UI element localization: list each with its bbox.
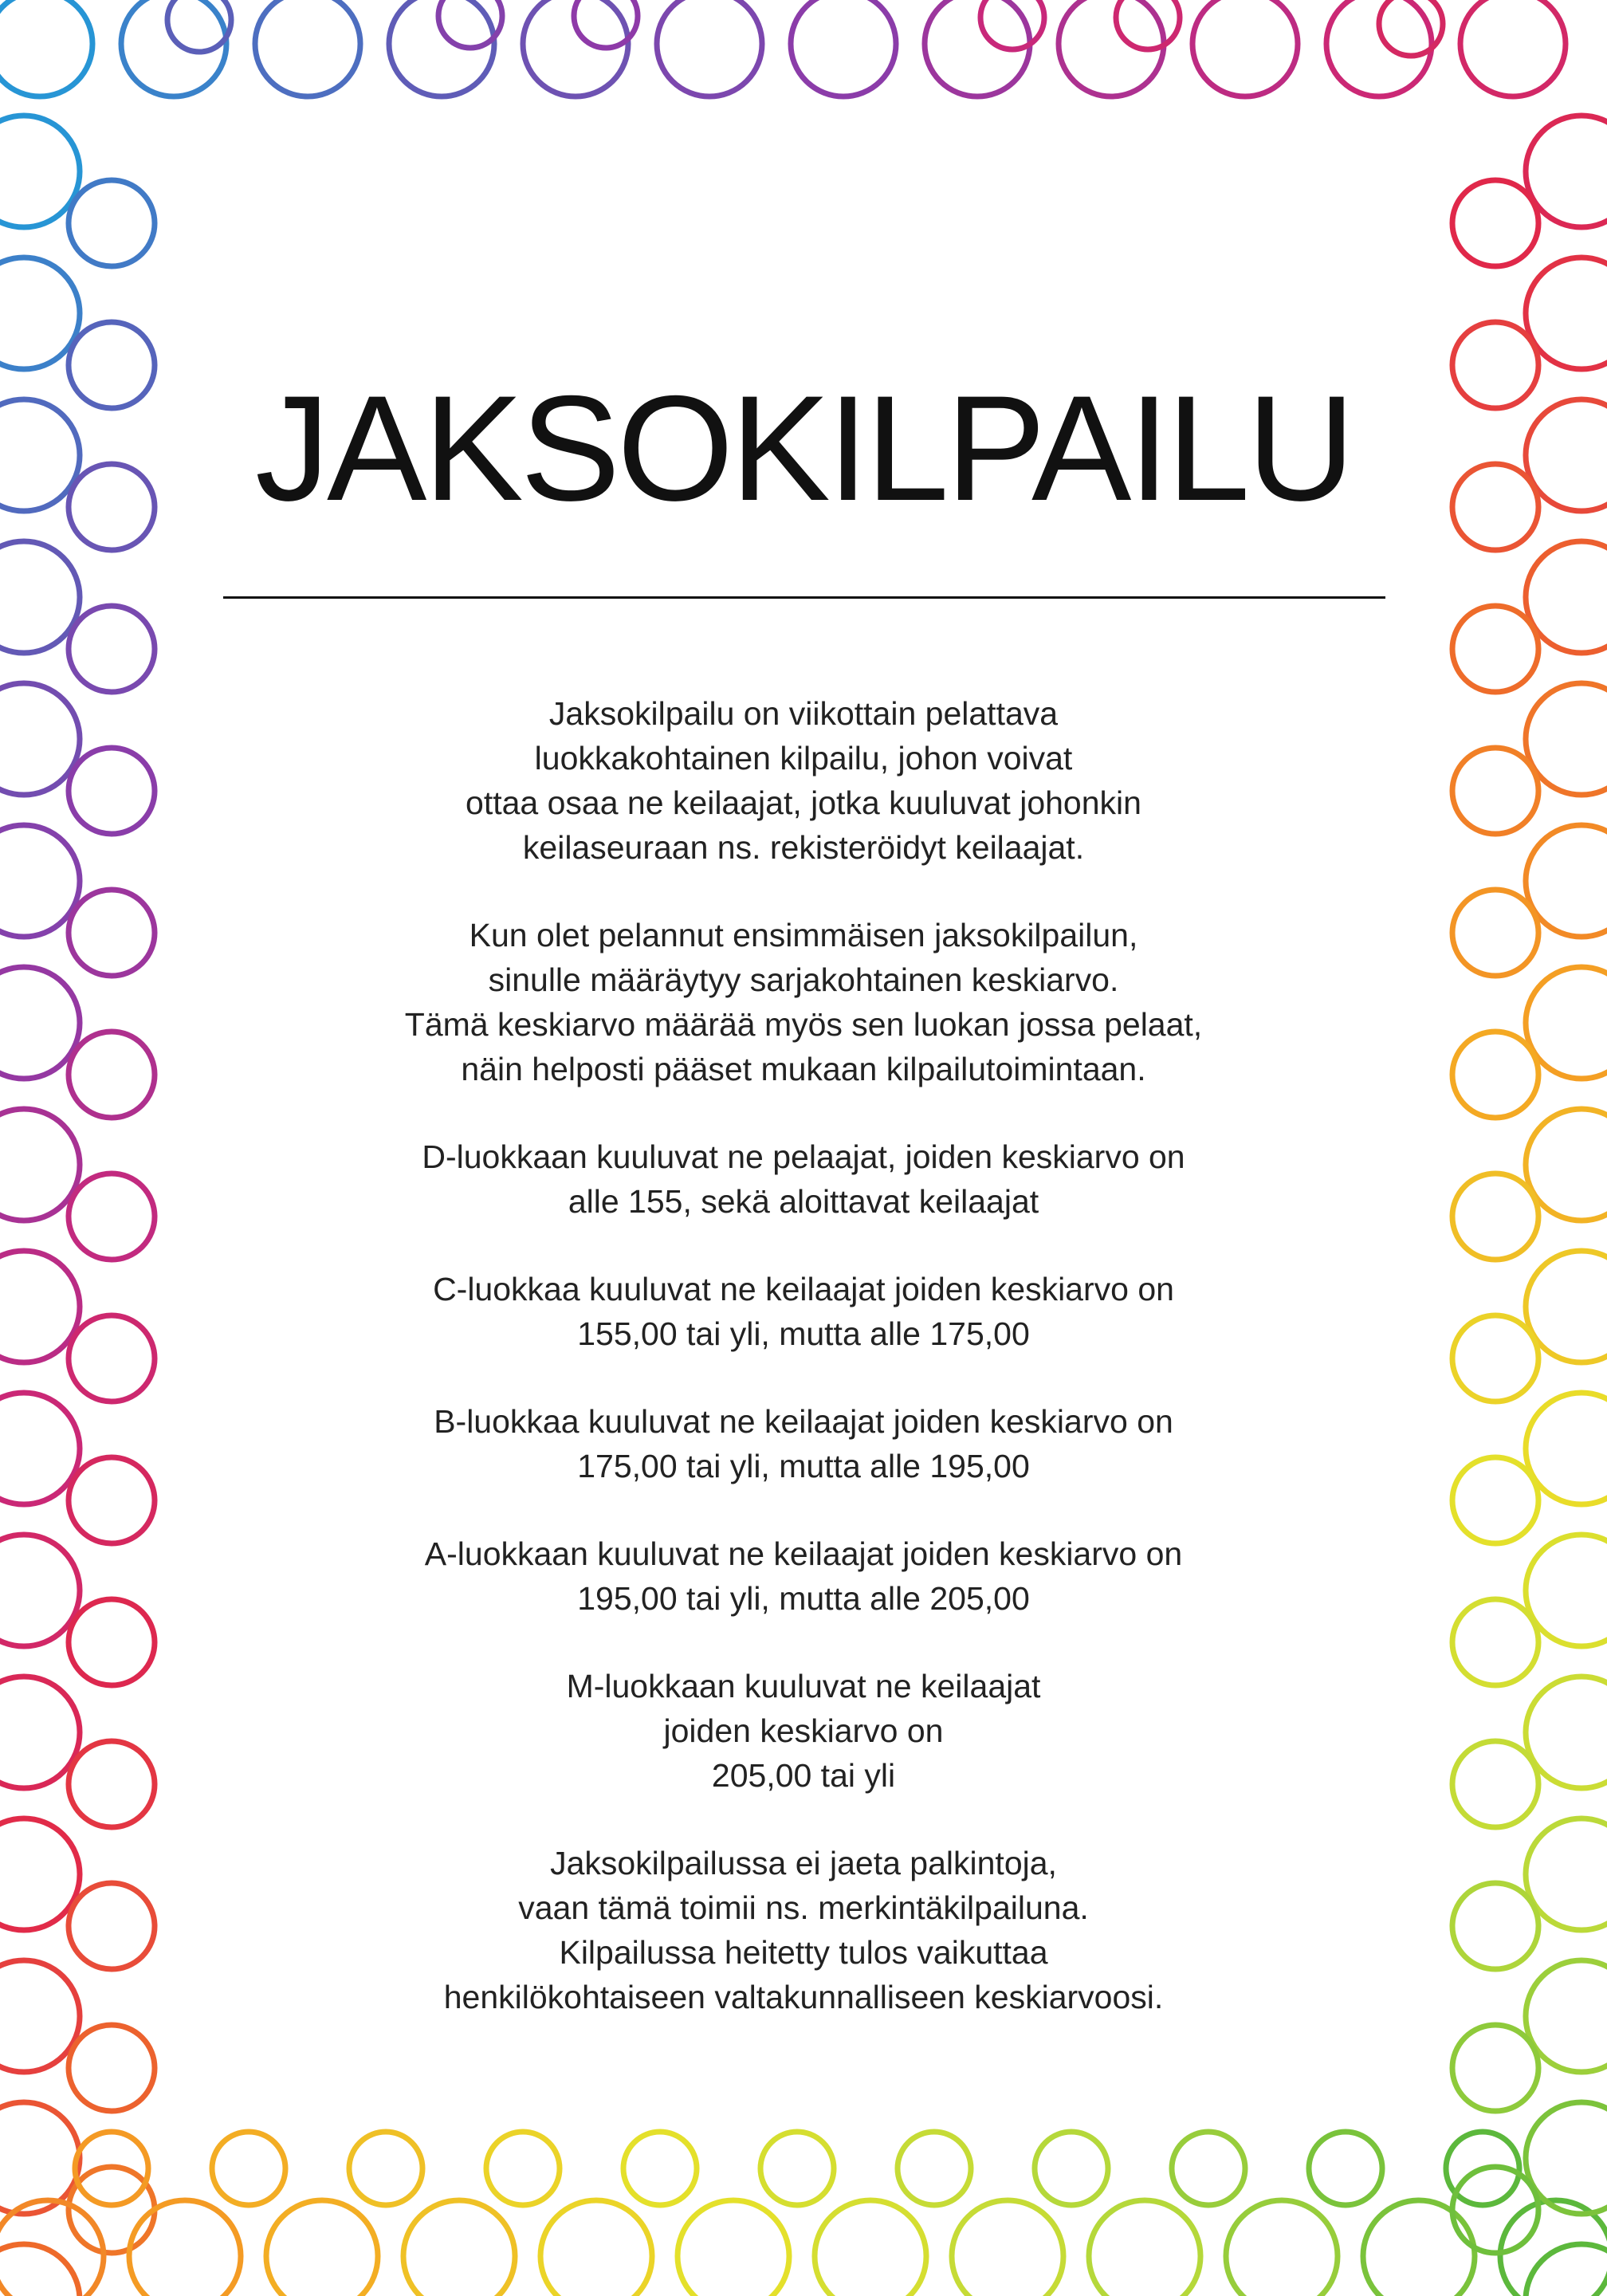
class-b-paragraph: B-luokkaa kuuluvat ne keilaajat joiden keskiarvo on 175,00 tai yli, mutta alle 195,00 bbox=[434, 1403, 1173, 1484]
decorative-ring bbox=[1035, 2132, 1108, 2205]
decorative-ring bbox=[1452, 1883, 1538, 1969]
decorative-ring bbox=[1172, 2132, 1245, 2205]
decorative-ring bbox=[898, 2132, 971, 2205]
decorative-ring bbox=[760, 2132, 834, 2205]
decorative-ring bbox=[1309, 2132, 1382, 2205]
decorative-ring bbox=[1452, 2025, 1538, 2111]
decorative-ring bbox=[255, 0, 360, 96]
decorative-ring bbox=[1460, 0, 1566, 96]
class-m-paragraph: M-luokkaan kuuluvat ne keilaajat joiden keskiarvo on 205,00 tai yli bbox=[566, 1668, 1041, 1794]
class-a-paragraph: A-luokkaan kuuluvat ne keilaajat joiden keskiarvo on 195,00 tai yli, mutta alle 205,00 bbox=[424, 1535, 1183, 1617]
closing-paragraph: Jaksokilpailussa ei jaeta palkintoja, vaan tämä toimii ns. merkintäkilpailuna. Kilpailussa heitetty tulos vaikuttaa henkilökohtaiseen valtakunnalliseen keskiarvoosi. bbox=[443, 1845, 1164, 2015]
decorative-ring bbox=[791, 0, 896, 96]
decorative-ring bbox=[69, 1883, 155, 1969]
decorative-ring bbox=[1363, 2200, 1475, 2296]
average-paragraph: Kun olet pelannut ensimmäisen jaksokilpailun, sinulle määräytyy sarjakohtainen keskiarvo. Tämä keskiarvo määrää myös sen luokan jossa pelaat, näin helposti pääset mukaan kilpailutoimintaan. bbox=[404, 917, 1203, 1087]
decorative-ring bbox=[540, 2200, 652, 2296]
class-c-paragraph: C-luokkaa kuuluvat ne keilaajat joiden keskiarvo on 155,00 tai yli, mutta alle 175,00 bbox=[433, 1271, 1174, 1352]
decorative-ring bbox=[657, 0, 762, 96]
decorative-ring bbox=[69, 1174, 155, 1260]
decorative-ring bbox=[952, 2200, 1063, 2296]
intro-paragraph: Jaksokilpailu on viikottain pelattava luokkakohtainen kilpailu, johon voivat ottaa osaa ne keilaajat, jotka kuuluvat johonkin keilaseuraan ns. rekisteröidyt keilaajat. bbox=[466, 695, 1141, 866]
decorative-ring bbox=[69, 1457, 155, 1543]
decorative-ring bbox=[623, 2132, 697, 2205]
decorative-ring bbox=[129, 2200, 241, 2296]
decorative-ring bbox=[403, 2200, 515, 2296]
decorative-ring bbox=[1452, 606, 1538, 692]
class-d-paragraph: D-luokkaan kuuluvat ne pelaajat, joiden keskiarvo on alle 155, sekä aloittavat keilaajat bbox=[422, 1138, 1185, 1220]
decorative-ring bbox=[69, 180, 155, 266]
decorative-ring bbox=[69, 2025, 155, 2111]
decorative-ring bbox=[69, 606, 155, 692]
decorative-ring bbox=[69, 1315, 155, 1402]
decorative-ring bbox=[266, 2200, 378, 2296]
decorative-ring bbox=[0, 2244, 80, 2296]
decorative-ring bbox=[1452, 1174, 1538, 1260]
decorative-ring bbox=[1452, 1032, 1538, 1118]
decorative-ring bbox=[1226, 2200, 1338, 2296]
decorative-ring bbox=[815, 2200, 926, 2296]
page-title: JAKSOKILPAILU bbox=[255, 364, 1352, 532]
decorative-ring bbox=[69, 1741, 155, 1827]
decorative-ring bbox=[1379, 0, 1443, 56]
decorative-ring bbox=[212, 2132, 285, 2205]
decorative-ring bbox=[1526, 2244, 1607, 2296]
decorative-ring bbox=[1452, 180, 1538, 266]
decorative-ring bbox=[486, 2132, 560, 2205]
decorative-ring bbox=[1452, 1315, 1538, 1402]
decorative-ring bbox=[69, 890, 155, 976]
decorative-ring bbox=[0, 0, 92, 96]
decorative-ring bbox=[69, 1599, 155, 1685]
decorative-ring bbox=[1452, 1457, 1538, 1543]
title-divider bbox=[223, 596, 1385, 599]
decorative-ring bbox=[1452, 1741, 1538, 1827]
decorative-ring bbox=[69, 748, 155, 834]
decorative-ring bbox=[69, 1032, 155, 1118]
decorative-ring bbox=[1452, 890, 1538, 976]
decorative-ring bbox=[1452, 748, 1538, 834]
decorative-ring bbox=[349, 2132, 422, 2205]
body-text bbox=[271, 691, 1336, 2062]
decorative-ring bbox=[574, 0, 638, 48]
decorative-ring bbox=[678, 2200, 789, 2296]
decorative-ring bbox=[1452, 1599, 1538, 1685]
decorative-ring bbox=[1192, 0, 1298, 96]
decorative-ring bbox=[1089, 2200, 1200, 2296]
